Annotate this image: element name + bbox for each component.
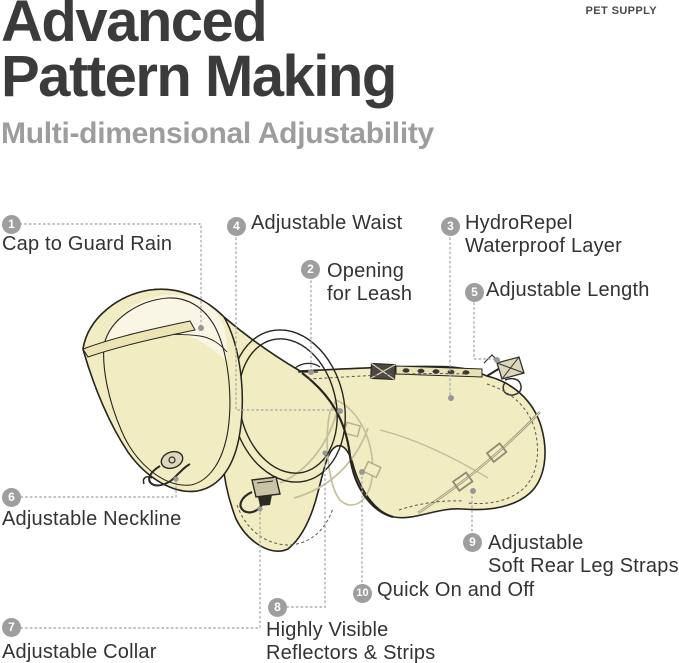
callout-2-label: Opening for Leash [327, 260, 413, 305]
callout-10-badge: 10 [353, 584, 372, 603]
callout-10-label: Quick On and Off [377, 579, 535, 601]
callout-2-badge: 2 [301, 260, 320, 279]
leader-5 [474, 303, 494, 359]
callout-9-label: Adjustable Soft Rear Leg Straps [488, 532, 679, 577]
callout-3-badge: 3 [441, 217, 460, 236]
callout-3-label: HydroRepel Waterproof Layer [465, 212, 622, 257]
page-title-line2: Pattern Making [1, 44, 396, 109]
callout-5-badge: 5 [465, 283, 484, 302]
callout-4-badge: 4 [227, 217, 246, 236]
callout-6-badge: 6 [2, 488, 21, 507]
page-title-line1: Advanced [1, 0, 267, 54]
strap-mount [371, 363, 396, 379]
callout-9-badge: 9 [463, 533, 482, 552]
callout-8-label: Highly Visible Reflectors & Strips [266, 619, 436, 663]
callout-7-badge: 7 [2, 618, 21, 637]
callout-6-label: Adjustable Neckline [2, 508, 182, 530]
callout-8-badge: 8 [268, 598, 287, 617]
callout-1-badge: 1 [2, 215, 21, 234]
page-subtitle: Multi-dimensional Adjustability [1, 117, 434, 150]
callout-4-label: Adjustable Waist [251, 212, 403, 234]
callout-5-label: Adjustable Length [486, 279, 650, 301]
callout-1-label: Cap to Guard Rain [2, 233, 173, 255]
callout-7-label: Adjustable Collar [2, 641, 157, 663]
brand-name: PET SUPPLY [585, 5, 657, 17]
